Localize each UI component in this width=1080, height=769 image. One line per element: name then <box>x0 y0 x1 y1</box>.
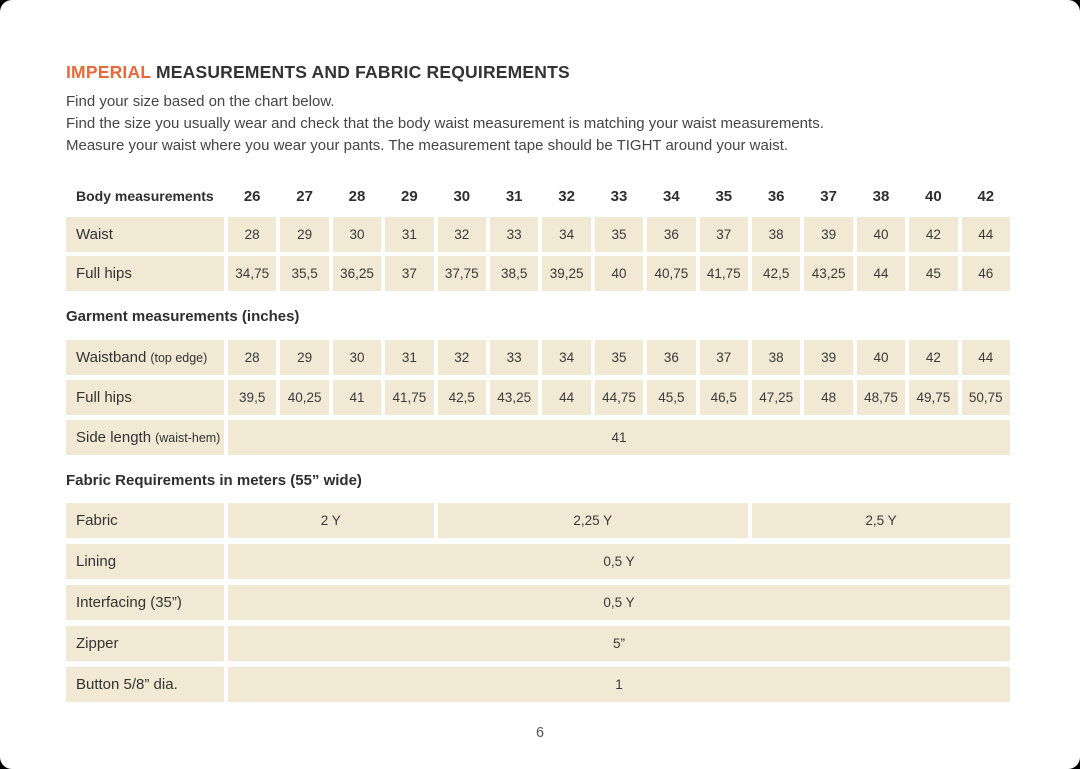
row-label: Full hips <box>66 380 224 415</box>
size-column-header: 28 <box>348 187 366 205</box>
value-cell: 30 <box>333 340 381 375</box>
size-column-header: 32 <box>558 187 575 205</box>
value-cell: 49,75 <box>909 380 957 415</box>
value-cell: 36 <box>647 217 695 252</box>
value-cell: 34 <box>542 217 590 252</box>
title-highlight: IMPERIAL <box>66 62 151 82</box>
value-cell: 39,5 <box>228 380 276 415</box>
garment-section-heading: Garment measurements (inches) <box>66 308 300 325</box>
value-cell: 0,5 Y <box>228 585 1010 620</box>
value-cell: 40 <box>857 217 905 252</box>
value-cell: 33 <box>490 340 538 375</box>
value-cell: 45 <box>909 256 957 291</box>
row-label: Lining <box>66 544 224 579</box>
value-cell: 42,5 <box>752 256 800 291</box>
value-cell: 36,25 <box>333 256 381 291</box>
value-cell: 37,75 <box>438 256 486 291</box>
row-label: Body measurements <box>76 188 214 204</box>
value-cell: 35,5 <box>280 256 328 291</box>
fabric-section-heading: Fabric Requirements in meters (55” wide) <box>66 472 362 489</box>
value-cell: 40 <box>595 256 643 291</box>
row-label-note: (top edge) <box>150 350 208 365</box>
size-column-header: 30 <box>453 187 471 205</box>
intro-paragraph <box>66 91 1010 157</box>
value-cell: 0,5 Y <box>228 544 1010 579</box>
row-label: Fabric <box>66 503 224 538</box>
value-cell: 1 <box>228 667 1010 702</box>
value-cell: 28 <box>228 340 276 375</box>
intro-line-2: Find the size you usually wear and check that the body waist measurement is matching your waist measurements. <box>66 115 824 132</box>
value-cell: 37 <box>700 340 748 375</box>
value-cell: 38 <box>752 217 800 252</box>
value-cell: 32 <box>438 340 486 375</box>
value-cell: 46,5 <box>700 380 748 415</box>
size-column-header: 35 <box>715 187 733 205</box>
garment-measurements-table <box>66 340 1010 455</box>
value-cell: 32 <box>438 217 486 252</box>
intro-line-3: Measure your waist where you wear your pants. The measurement tape should be TIGHT around your waist. <box>66 137 789 154</box>
value-cell: 37 <box>700 217 748 252</box>
size-column-header: 40 <box>925 187 942 205</box>
value-cell: 38 <box>752 340 800 375</box>
size-column-header: 33 <box>610 187 628 205</box>
value-cell: 5” <box>228 626 1010 661</box>
value-cell: 42 <box>909 340 957 375</box>
size-column-header: 37 <box>820 187 837 205</box>
size-column-header: 27 <box>296 187 313 205</box>
value-cell: 46 <box>962 256 1010 291</box>
row-label: Waist <box>66 217 224 252</box>
size-column-header: 38 <box>872 187 890 205</box>
value-cell: 34 <box>542 340 590 375</box>
row-label: Interfacing (35”) <box>66 585 224 620</box>
value-cell: 41,75 <box>700 256 748 291</box>
value-cell: 43,25 <box>804 256 852 291</box>
title-rest: MEASUREMENTS AND FABRIC REQUIREMENTS <box>150 62 570 82</box>
value-cell: 2,25 Y <box>438 503 748 538</box>
value-cell: 28 <box>228 217 276 252</box>
value-cell: 47,25 <box>752 380 800 415</box>
value-cell: 40,75 <box>647 256 695 291</box>
value-cell: 31 <box>385 340 433 375</box>
value-cell: 36 <box>647 340 695 375</box>
value-cell: 31 <box>385 217 433 252</box>
page-number: 6 <box>535 725 545 741</box>
value-cell: 39 <box>804 340 852 375</box>
value-cell: 48,75 <box>857 380 905 415</box>
row-label: Full hips <box>66 256 224 291</box>
value-cell: 35 <box>595 340 643 375</box>
value-cell: 33 <box>490 217 538 252</box>
value-cell: 40,25 <box>280 380 328 415</box>
value-cell: 42,5 <box>438 380 486 415</box>
value-cell: 50,75 <box>962 380 1010 415</box>
value-cell: 41 <box>333 380 381 415</box>
value-cell: 34,75 <box>228 256 276 291</box>
value-cell: 30 <box>333 217 381 252</box>
value-cell: 44,75 <box>595 380 643 415</box>
size-column-header: 36 <box>767 187 785 205</box>
size-column-header: 34 <box>663 187 680 205</box>
page-title <box>66 62 1010 83</box>
size-column-header: 42 <box>977 187 995 205</box>
row-label-note: (waist-hem) <box>155 430 221 445</box>
intro-line-1: Find your size based on the chart below. <box>66 93 335 110</box>
value-cell: 44 <box>857 256 905 291</box>
row-label: Zipper <box>66 626 224 661</box>
value-cell: 37 <box>385 256 433 291</box>
value-cell: 39,25 <box>542 256 590 291</box>
value-cell: 29 <box>280 217 328 252</box>
value-cell: 48 <box>804 380 852 415</box>
size-column-header: 26 <box>243 187 261 205</box>
value-cell: 44 <box>962 217 1010 252</box>
value-cell: 44 <box>542 380 590 415</box>
value-cell: 40 <box>857 340 905 375</box>
row-label: Side length (waist-hem) <box>66 420 224 455</box>
row-label: Waistband (top edge) <box>66 340 224 375</box>
fabric-requirements-table <box>66 503 1010 702</box>
value-cell: 38,5 <box>490 256 538 291</box>
body-measurements-table <box>66 217 1010 291</box>
row-label: Button 5/8” dia. <box>66 667 224 702</box>
value-cell: 39 <box>804 217 852 252</box>
size-column-header: 29 <box>401 187 418 205</box>
size-header-row <box>66 183 1010 209</box>
value-cell: 43,25 <box>490 380 538 415</box>
value-cell: 41,75 <box>385 380 433 415</box>
value-cell: 45,5 <box>647 380 695 415</box>
value-cell: 2 Y <box>228 503 434 538</box>
size-column-header: 31 <box>505 187 523 205</box>
value-cell: 2,5 Y <box>752 503 1010 538</box>
value-cell: 41 <box>228 420 1010 455</box>
value-cell: 44 <box>962 340 1010 375</box>
value-cell: 42 <box>909 217 957 252</box>
value-cell: 29 <box>280 340 328 375</box>
value-cell: 35 <box>595 217 643 252</box>
